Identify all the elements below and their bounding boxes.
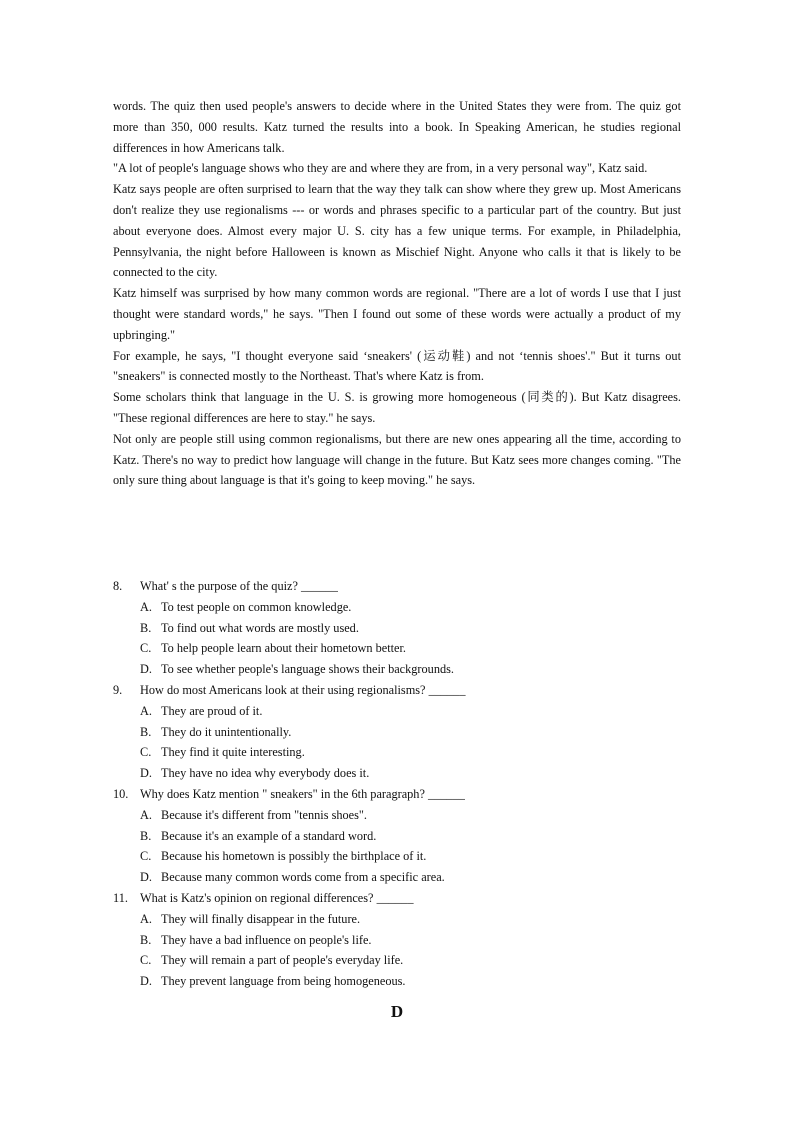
option-letter: C. <box>140 849 152 864</box>
option-letter: B. <box>140 620 152 635</box>
option-text: To test people on common knowledge. <box>161 599 352 614</box>
question-11 <box>113 888 681 992</box>
option-text: To help people learn about their hometown better. <box>161 641 407 656</box>
option-text: To see whether people's language shows their backgrounds. <box>161 662 454 677</box>
paragraph-6: Some scholars think that language in the U. S. is growing more homogeneous (同类的). But Katz disagrees. "These regional differences are here to stay." he says. <box>113 390 681 425</box>
section-heading-d: D <box>390 1002 404 1021</box>
option-letter: D. <box>140 662 152 677</box>
question-text: How do most Americans look at their using regionalisms? ______ <box>140 682 466 697</box>
option-b <box>113 826 681 847</box>
option-c <box>113 638 681 659</box>
option-a <box>113 805 681 826</box>
option-text: Because it's an example of a standard word. <box>161 828 377 843</box>
option-text: Because many common words come from a specific area. <box>161 870 445 885</box>
option-a <box>113 597 681 618</box>
option-letter: A. <box>140 807 152 822</box>
option-b <box>113 930 681 951</box>
question-text: What is Katz's opinion on regional differences? ______ <box>140 890 414 905</box>
option-d <box>113 763 681 784</box>
option-text: To find out what words are mostly used. <box>161 620 359 635</box>
option-letter: D. <box>140 870 152 885</box>
option-b <box>113 618 681 639</box>
option-c <box>113 846 681 867</box>
paragraph-7: Not only are people still using common regionalisms, but there are new ones appearing all the time, according to Katz. There's no way to predict how language will change in the future. But Katz sees more changes coming. "The only sure thing about language is that it's going to keep moving." he says. <box>113 431 681 488</box>
option-d <box>113 971 681 992</box>
option-text: Because his hometown is possibly the birthplace of it. <box>161 849 427 864</box>
option-letter: B. <box>140 724 152 739</box>
option-letter: A. <box>140 911 152 926</box>
option-text: They will remain a part of people's everyday life. <box>161 953 404 968</box>
question-number: 9. <box>113 682 123 697</box>
question-10 <box>113 784 681 888</box>
option-text: They prevent language from being homogeneous. <box>161 974 406 989</box>
option-text: They have a bad influence on people's life. <box>161 932 372 947</box>
option-letter: B. <box>140 932 152 947</box>
paragraph-1: words. The quiz then used people's answers to decide where in the United States they were from. The quiz got more than 350, 000 results. Katz turned the results into a book. In Speaking American, he studies regional differences in how Americans talk. <box>113 99 681 155</box>
option-c <box>113 742 681 763</box>
option-text: They do it unintentionally. <box>161 724 292 739</box>
option-text: They are proud of it. <box>161 703 263 718</box>
paragraph-2: "A lot of people's language shows who they are and where they are from, in a very personal way", Katz said. <box>113 161 648 176</box>
option-letter: B. <box>140 828 152 843</box>
option-a <box>113 701 681 722</box>
option-letter: C. <box>140 953 152 968</box>
option-text: Because it's different from "tennis shoes". <box>161 807 367 822</box>
option-text: They will finally disappear in the future. <box>161 911 361 926</box>
option-letter: C. <box>140 745 152 760</box>
reading-passage <box>113 96 681 491</box>
option-text: They find it quite interesting. <box>161 745 305 760</box>
question-number: 8. <box>113 579 123 593</box>
option-d <box>113 659 681 680</box>
question-number: 10. <box>113 786 129 801</box>
option-letter: A. <box>140 703 152 718</box>
option-letter: A. <box>140 599 152 614</box>
question-9 <box>113 680 681 784</box>
option-d <box>113 867 681 888</box>
question-text: What' s the purpose of the quiz? ______ <box>140 579 338 593</box>
option-c <box>113 950 681 971</box>
paragraph-5: For example, he says, "I thought everyone said ‘sneakers' (运动鞋) and not ‘tennis shoes'." But it turns out "sneakers" is connected mostly to the Northeast. That's where Katz is from. <box>113 348 681 384</box>
question-text: Why does Katz mention " sneakers" in the 6th paragraph? ______ <box>140 786 465 801</box>
paragraph-3: Katz says people are often surprised to learn that the way they talk can show where they grew up. Most Americans don't realize they use regionalisms --- or words and phrases specific to a particular part of the country. But just about everyone does. Almost every major U. S. city has a few unique terms. For example, in Philadelphia, Pennsylvania, the night before Halloween is known as Mischief Night. Anyone who calls it that is likely to be connected to the city. <box>113 182 681 280</box>
option-a <box>113 909 681 930</box>
option-text: They have no idea why everybody does it. <box>161 766 370 781</box>
question-8 <box>113 576 681 680</box>
option-b <box>113 722 681 743</box>
question-list <box>113 576 681 992</box>
option-letter: D. <box>140 974 152 989</box>
paragraph-4: Katz himself was surprised by how many common words are regional. "There are a lot of words I use that I just thought were standard words," he says. "Then I found out some of these words were actually a product of my upbringing." <box>113 286 681 342</box>
option-letter: D. <box>140 766 152 781</box>
question-number: 11. <box>113 890 128 905</box>
option-letter: C. <box>140 641 152 656</box>
